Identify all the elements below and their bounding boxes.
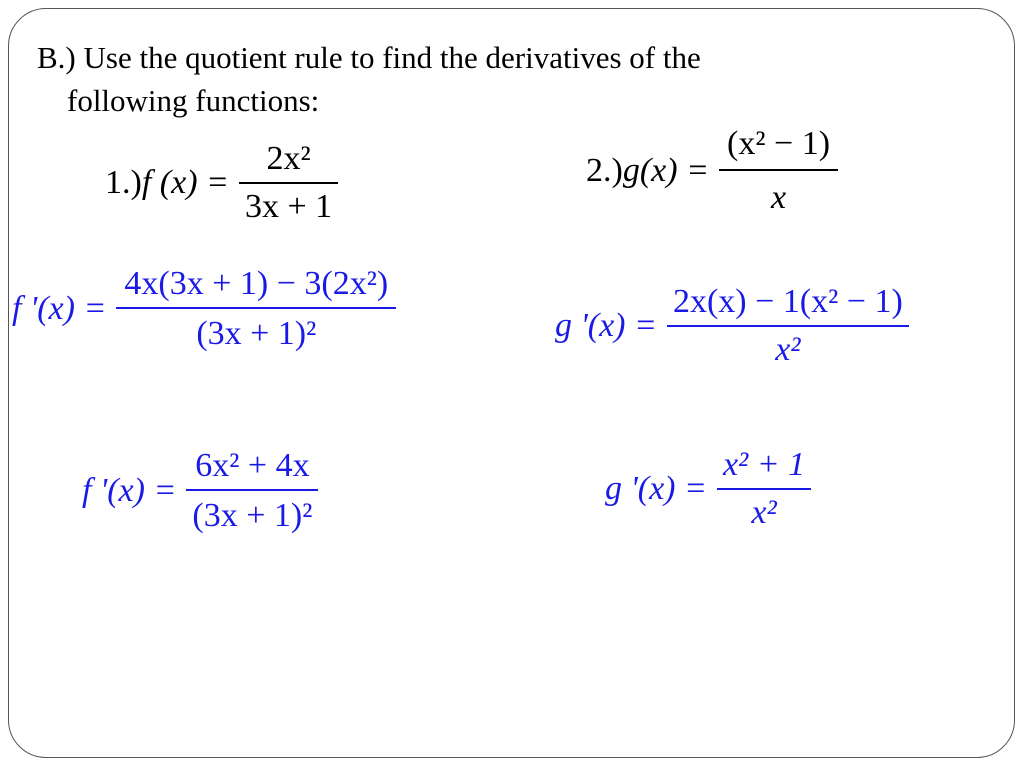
problem-2-label: 2.): [586, 152, 623, 189]
f-final-fraction: [186, 447, 318, 535]
g-final-numerator: x² + 1: [722, 446, 806, 483]
problem-2-fraction: [719, 125, 838, 217]
f-derivative-step-1: [12, 265, 396, 353]
g-final-denominator: x²: [751, 494, 777, 531]
f-final-denominator: (3x + 1)²: [192, 497, 313, 534]
problem-1-label: 1.): [105, 164, 142, 201]
f-step-1-numerator: 4x(3x + 1) − 3(2x²): [124, 265, 389, 302]
problem-1-numerator: 2x²: [266, 140, 311, 177]
g-step-1-numerator: 2x(x) − 1(x² − 1): [672, 283, 903, 320]
problem-2-numerator: (x² − 1): [727, 125, 831, 162]
instruction-text: [37, 36, 917, 122]
g-final-lhs: g '(x) =: [605, 470, 707, 507]
f-derivative-final: [82, 447, 318, 535]
problem-1-lhs: f (x) =: [141, 164, 229, 201]
g-step-1-lhs: g '(x) =: [555, 307, 657, 344]
g-derivative-step-1: [555, 283, 909, 369]
problem-2-equation: [586, 125, 838, 217]
g-derivative-final: [605, 446, 811, 532]
g-step-1-denominator: x²: [775, 331, 801, 368]
f-final-numerator: 6x² + 4x: [195, 447, 310, 484]
f-final-lhs: f '(x) =: [82, 472, 177, 509]
problem-1-denominator: 3x + 1: [244, 188, 333, 225]
instruction-line-2: following functions:: [67, 83, 320, 118]
g-step-1-fraction: [667, 283, 909, 369]
problem-2-denominator: x: [770, 179, 787, 216]
f-step-1-lhs: f '(x) =: [12, 290, 107, 327]
problem-1-fraction: [239, 140, 338, 226]
f-step-1-fraction: [116, 265, 396, 353]
f-step-1-denominator: (3x + 1)²: [196, 315, 317, 352]
problem-1-equation: [105, 140, 338, 226]
g-final-fraction: [717, 446, 811, 532]
instruction-line-1: B.) Use the quotient rule to find the derivatives of the: [37, 40, 701, 75]
problem-2-lhs: g(x) =: [622, 152, 710, 189]
